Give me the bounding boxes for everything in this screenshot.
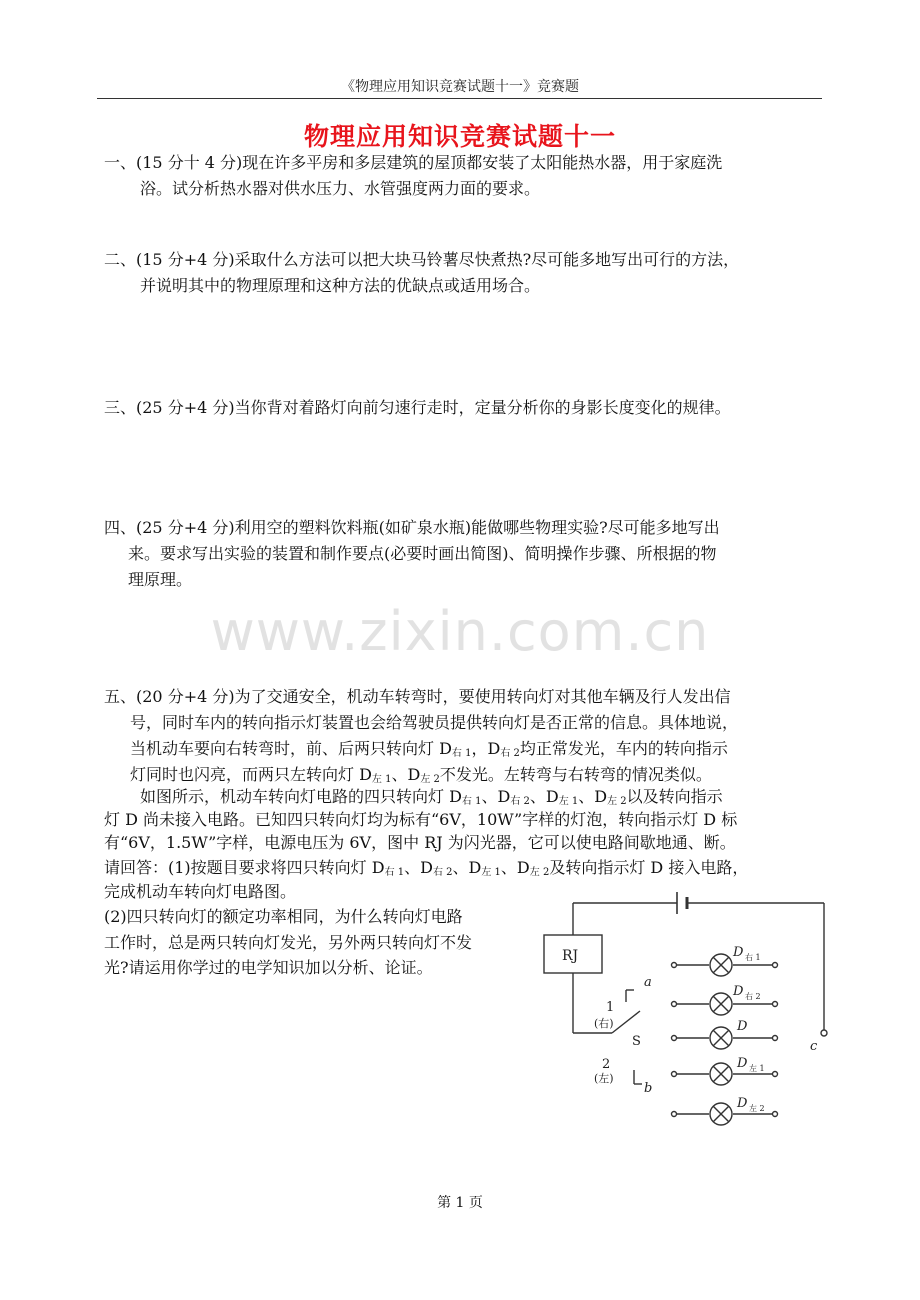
lamp-d-right-1-sub: 右 1 bbox=[745, 953, 761, 962]
question-5-line-7: 有“6V，1.5W”字样，电源电压为 6V，图中 RJ 为闪光器，它可以使电路间歇地通、断。 bbox=[104, 833, 736, 852]
lamp-d-right-1-label: D bbox=[733, 945, 744, 960]
terminal-a-label: a bbox=[644, 975, 652, 990]
question-5-line-2: 号，同时车内的转向指示灯装置也会给驾驶员提供转向灯是否正常的信息。具体地说， bbox=[130, 713, 739, 732]
question-5-line-9: 完成机动车转向灯电路图。 bbox=[104, 882, 297, 901]
terminal-b-label: b bbox=[644, 1081, 653, 1096]
terminal-c-node bbox=[821, 1030, 827, 1036]
terminal-c-label: c bbox=[810, 1039, 818, 1054]
lamp-row-right-1 bbox=[672, 954, 778, 976]
switch-pos-2-dir: (左) bbox=[594, 1072, 614, 1085]
question-5-line-4: 灯同时也闪亮，而两只左转向灯 $D_{左 1}$、$D_{左 2}$不发光。左转弯与右转弯的情况类似。 bbox=[130, 765, 712, 785]
question-1-line-2: 浴。试分析热水器对供水压力、水管强度两力面的要求。 bbox=[140, 179, 541, 198]
question-2-line-1: 二、(15 分+4 分)采取什么方法可以把大块马铃薯尽快煮热?尽可能多地写出可行的方法， bbox=[104, 250, 740, 269]
question-1-line-1: 一、(15 分十 4 分)现在许多平房和多层建筑的屋顶都安装了太阳能热水器，用于家庭洗 bbox=[104, 153, 723, 172]
question-4-line-3: 理原理。 bbox=[128, 570, 193, 589]
question-4-line-2: 来。要求写出实验的装置和制作要点(必要时画出简图)、简明操作步骤、所根据的物 bbox=[128, 544, 717, 563]
lamp-d-right-2-sub: 右 2 bbox=[745, 992, 761, 1001]
question-2-line-2: 并说明其中的物理原理和这种方法的优缺点或适用场合。 bbox=[140, 276, 541, 295]
switch-pos-2-label: 2 bbox=[602, 1057, 611, 1072]
lamp-row-indicator bbox=[672, 1027, 778, 1049]
lamp-d-left-1-sub: 左 1 bbox=[749, 1064, 765, 1073]
question-5-line-5: 如图所示，机动车转向灯电路的四只转向灯 $D_{右 1}$、$D_{右 2}$、$D_{左 1}$、$D_{左 2}$以及转向指示 bbox=[140, 787, 723, 807]
turn-signal-circuit-diagram bbox=[536, 878, 836, 1142]
switch-pos-1-dir: (右) bbox=[594, 1017, 614, 1030]
lamp-d-left-2-label: D bbox=[737, 1096, 748, 1111]
question-5-line-12: 光?请运用你学过的电学知识加以分析、论证。 bbox=[104, 958, 433, 977]
lamp-d-left-1-label: D bbox=[737, 1056, 748, 1071]
question-5-line-11: 工作时，总是两只转向灯发光，另外两只转向灯不发 bbox=[104, 933, 473, 952]
sub-right-2: 右 2 bbox=[500, 748, 520, 759]
question-5-line-8: 请回答：(1)按题目要求将四只转向灯 $D_{右 1}$、$D_{右 2}$、$D_{左 1}$、$D_{左 2}$及转向指示灯 D 接入电路， bbox=[104, 858, 749, 878]
lamp-d-left-2-sub: 左 2 bbox=[749, 1104, 765, 1113]
page-header: 《物理应用知识竞赛试题十一》竞赛题 bbox=[341, 79, 579, 95]
question-5-line-6: 灯 D 尚未接入电路。已知四只转向灯均为标有“6V，10W”字样的灯泡，转向指示灯 D 标 bbox=[104, 810, 738, 829]
question-1 bbox=[104, 150, 826, 202]
question-3 bbox=[104, 395, 826, 421]
question-4-line-1: 四、(25 分+4 分)利用空的塑料饮料瓶(如矿泉水瓶)能做哪些物理实验?尽可能多地写出 bbox=[104, 518, 720, 537]
switch-pos-1-label: 1 bbox=[606, 1000, 615, 1015]
switch-blade bbox=[612, 1011, 640, 1033]
header-rule bbox=[97, 98, 822, 99]
question-5-line-1: 五、(20 分+4 分)为了交通安全，机动车转弯时，要使用转向灯对其他车辆及行人发出信 bbox=[104, 687, 731, 706]
question-5-line-10: (2)四只转向灯的额定功率相同，为什么转向灯电路 bbox=[104, 907, 463, 926]
switch-s-label: S bbox=[632, 1034, 641, 1049]
page-footer: 第 1 页 bbox=[437, 1195, 483, 1211]
question-4 bbox=[104, 515, 826, 593]
rj-label: RJ bbox=[562, 948, 579, 964]
question-3-line-1: 三、(25 分+4 分)当你背对着路灯向前匀速行走时，定量分析你的身影长度变化的规律。 bbox=[104, 398, 731, 417]
watermark: www.zixin.com.cn bbox=[210, 600, 710, 663]
lamp-row-right-2 bbox=[672, 993, 778, 1015]
lamp-d-right-2-label: D bbox=[733, 984, 744, 999]
question-2 bbox=[104, 247, 826, 299]
lamp-d-indicator-label: D bbox=[737, 1019, 748, 1034]
sub-right-1: 右 1 bbox=[451, 748, 472, 759]
question-5-line-3: 当机动车要向右转弯时，前、后两只转向灯 $D_{右 1}$，$D_{右 2}$均正常发光，车内的转向指示 bbox=[130, 739, 728, 759]
document-title: 物理应用知识竞赛试题十一 bbox=[303, 122, 616, 151]
